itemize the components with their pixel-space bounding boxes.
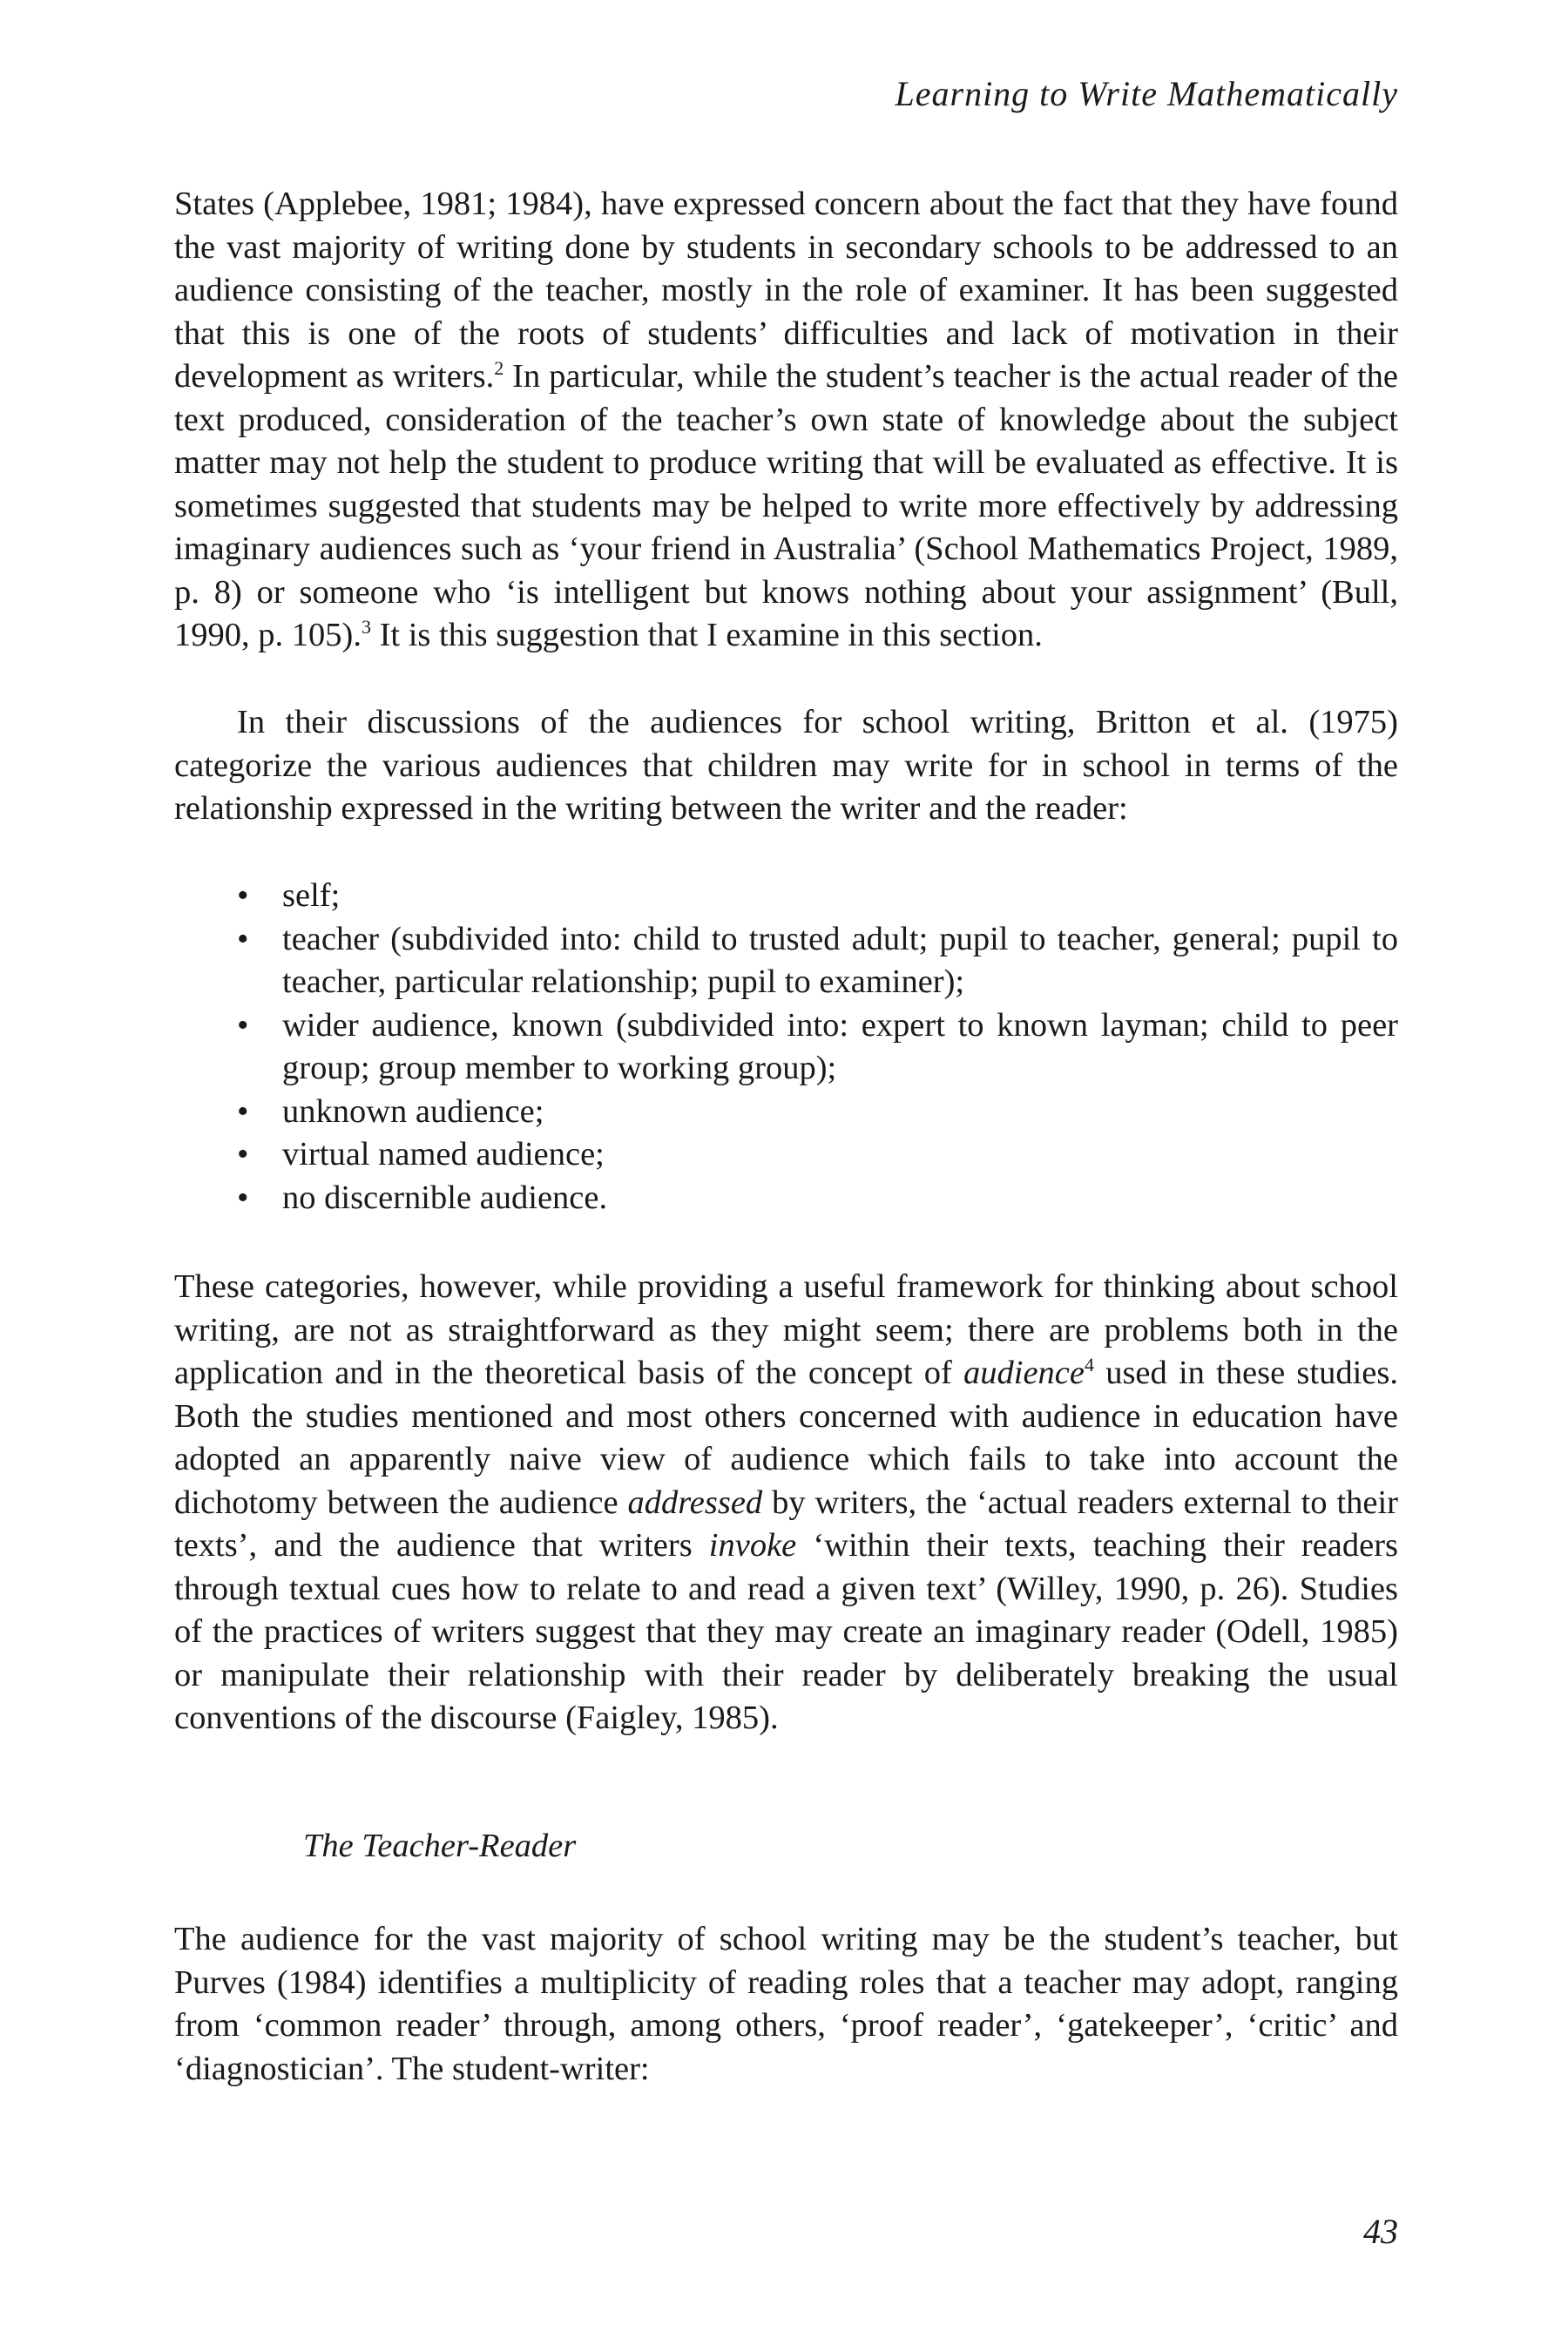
paragraph-2-text: In their discussions of the audiences for school writing, Britton et al. (1975) categorize the various audiences that children may write for in school in terms of the relationship expressed in the writing between the writer and the reader:: [174, 704, 1398, 827]
paragraph-3: [174, 1266, 1398, 1740]
audience-list: [174, 875, 1398, 1220]
list-item: [174, 1091, 1398, 1134]
list-item-text: teacher (subdivided into: child to trusted adult; pupil to teacher, general; pupil to teacher, particular relationship; pupil to examiner);: [282, 920, 1398, 1000]
paragraph-4-text: The audience for the vast majority of school writing may be the student’s teacher, but Purves (1984) identifies a multiplicity of reading roles that a teacher may adopt, ranging from ‘common reader’ through, among others, ‘proof reader’, ‘gatekeeper’, ‘critic’ and ‘diagnostician’. The student-writer:: [174, 1921, 1398, 2087]
list-item-text: unknown audience;: [282, 1092, 544, 1130]
paragraph-3-text-c: by writers, the ‘actual readers external to their texts’, and the audience that writers: [174, 1484, 1398, 1564]
paragraph-1-text-c: It is this suggestion that I examine in this section.: [370, 617, 1043, 653]
page-number: 43: [1363, 2212, 1398, 2251]
section-heading: The Teacher-Reader: [303, 1828, 577, 1864]
list-item-text: no discernible audience.: [282, 1179, 608, 1216]
list-item: [174, 1177, 1398, 1220]
paragraph-2: [174, 701, 1398, 831]
book-page: [174, 0, 1398, 2352]
bullet-icon: •: [237, 920, 249, 957]
footnote-marker-4: 4: [1084, 1354, 1094, 1376]
footnote-marker-3: 3: [361, 616, 371, 639]
bullet-icon: •: [237, 1006, 249, 1044]
list-item: [174, 1004, 1398, 1091]
paragraph-1-text-b: In particular, while the student’s teacher is the actual reader of the text produced, consideration of the teacher’s own state of knowledge about the subject matter may not help the student to produce writing that will be evaluated as effective. It is sometimes suggested that students may be helped to write more effectively by addressing imaginary audiences such as ‘your friend in Australia’ (School Mathematics Project, 1989, p. 8) or someone who ‘is intelligent but knows nothing about your assignment’ (Bull, 1990, p. 105).: [174, 358, 1398, 653]
list-item: [174, 875, 1398, 918]
footnote-marker-2: 2: [494, 357, 504, 380]
paragraph-3-text-b: used in these studies. Both the studies mentioned and most others concerned with audience in education have adopted an apparently naive view of audience which fails to take into account the dichotomy between the audience: [174, 1355, 1398, 1521]
emphasis-audience: audience: [963, 1355, 1085, 1391]
emphasis-addressed: addressed: [627, 1484, 763, 1521]
paragraph-4: [174, 1918, 1398, 2091]
list-item: [174, 1133, 1398, 1177]
list-item-text: wider audience, known (subdivided into: expert to known layman; child to peer group; group member to working group);: [282, 1006, 1398, 1086]
paragraph-3-text-d: ‘within their texts, teaching their readers through textual cues how to relate to and read a given text’ (Willey, 1990, p. 26). Studies of the practices of writers suggest that they may create an imaginary reader (Odell, 1985) or manipulate their relationship with their reader by deliberately breaking the usual conventions of the discourse (Faigley, 1985).: [174, 1527, 1398, 1736]
paragraph-3-text-a: These categories, however, while providing a useful framework for thinking about school writing, are not as straightforward as they might seem; there are problems both in the application and in the theoretical basis of the concept of: [174, 1268, 1398, 1391]
emphasis-invoke: invoke: [708, 1527, 797, 1564]
bullet-icon: •: [237, 1179, 249, 1216]
list-item-text: virtual named audience;: [282, 1136, 605, 1173]
list-item: [174, 918, 1398, 1004]
bullet-icon: •: [237, 1092, 249, 1130]
paragraph-1-text-a: States (Applebee, 1981; 1984), have expressed concern about the fact that they have found the vast majority of writing done by students in secondary schools to be addressed to an audience consisting of the teacher, mostly in the role of examiner. It has been suggested that this is one of the roots of students’ difficulties and lack of motivation in their development as writers.: [174, 186, 1398, 395]
bullet-icon: •: [237, 877, 249, 914]
running-head: Learning to Write Mathematically: [895, 74, 1398, 113]
paragraph-1: [174, 183, 1398, 658]
list-item-text: self;: [282, 877, 341, 914]
bullet-icon: •: [237, 1136, 249, 1173]
